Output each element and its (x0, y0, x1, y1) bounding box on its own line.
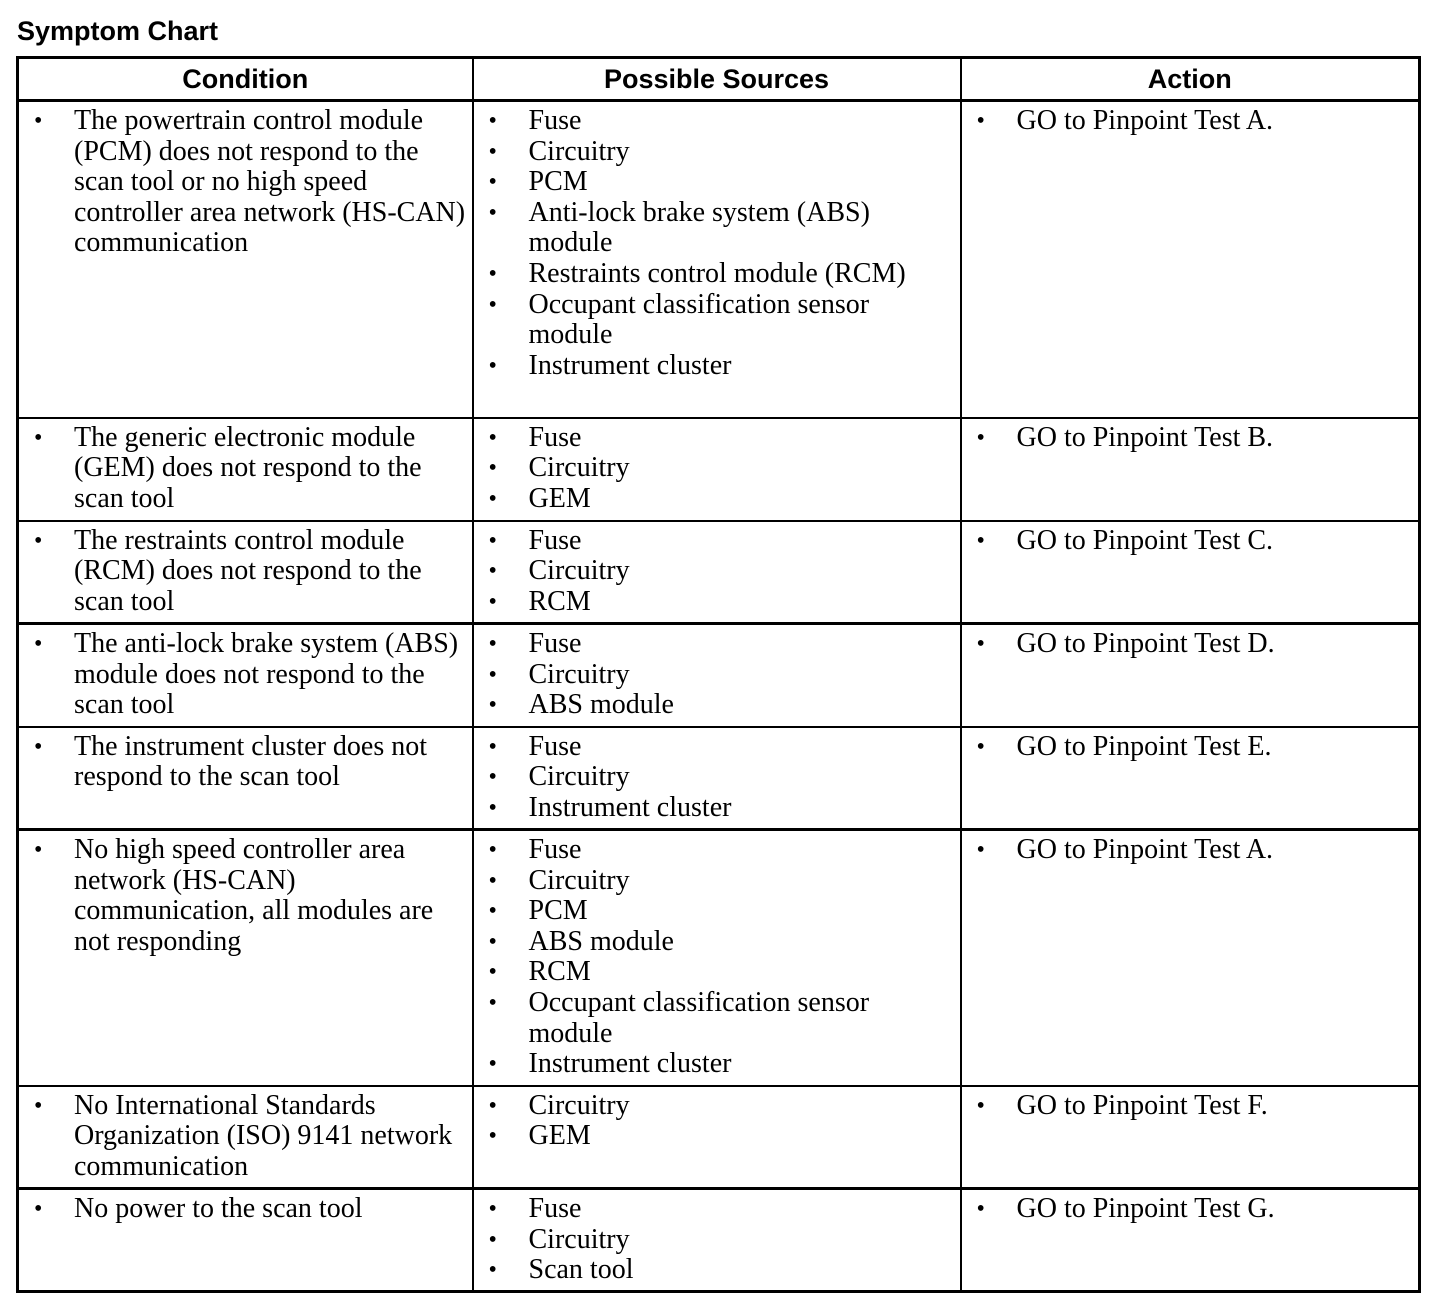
action-text: GO to Pinpoint Test G. (1016, 1193, 1275, 1224)
source-text: Instrument cluster (528, 1048, 732, 1080)
condition-text: The restraints control module (RCM) does not respond to the scan tool (74, 524, 422, 617)
source-item (474, 690, 960, 721)
condition-item (19, 732, 472, 793)
source-item (474, 484, 960, 515)
action-text: GO to Pinpoint Test C. (1016, 524, 1274, 556)
source-text: GEM (528, 1120, 591, 1152)
source-text: PCM (528, 895, 588, 927)
source-text: Circuitry (528, 658, 630, 690)
column-header-possible-sources: Possible Sources (473, 58, 961, 101)
bullet-icon: • (488, 1196, 497, 1222)
condition-item (19, 835, 472, 957)
sources-cell (473, 727, 961, 830)
condition-item (19, 106, 472, 259)
source-item (474, 556, 960, 587)
condition-cell (18, 1086, 473, 1189)
action-cell (961, 727, 1420, 830)
bullet-icon: • (34, 424, 43, 451)
table-row (18, 521, 1420, 624)
sources-cell (473, 624, 961, 727)
bullet-icon: • (488, 1257, 497, 1284)
bullet-icon: • (34, 837, 43, 863)
bullet-icon: • (34, 733, 43, 760)
condition-item (19, 629, 472, 721)
bullet-icon: • (488, 794, 497, 821)
bullet-icon: • (488, 588, 497, 615)
source-text: RCM (528, 585, 591, 617)
condition-text: The anti-lock brake system (ABS) module does not respond to the scan tool (74, 628, 459, 721)
source-item (474, 660, 960, 691)
source-item (474, 762, 960, 793)
bullet-icon: • (976, 733, 985, 760)
bullet-icon: • (488, 1092, 497, 1119)
action-text: GO to Pinpoint Test F. (1016, 1089, 1268, 1121)
bullet-icon: • (488, 989, 497, 1016)
source-text: Circuitry (528, 761, 630, 793)
source-text: Circuitry (528, 1223, 630, 1255)
sources-cell (473, 1189, 961, 1292)
action-item (962, 1091, 1419, 1122)
table-row (18, 624, 1420, 727)
source-item (474, 106, 960, 137)
bullet-icon: • (488, 424, 497, 451)
source-item (474, 587, 960, 618)
bullet-icon: • (34, 527, 43, 554)
table-row (18, 830, 1420, 1086)
source-text: Fuse (528, 730, 582, 762)
source-item (474, 259, 960, 290)
condition-cell (18, 1189, 473, 1292)
action-item (962, 732, 1419, 763)
source-text: RCM (528, 956, 591, 988)
bullet-icon: • (488, 527, 497, 554)
source-text: Occupant classification sensor module (528, 288, 870, 351)
bullet-icon: • (488, 1051, 497, 1078)
source-item (474, 957, 960, 988)
table-row (18, 727, 1420, 830)
table-row (18, 418, 1420, 521)
bullet-icon: • (488, 692, 497, 719)
bullet-icon: • (488, 959, 497, 986)
action-item (962, 835, 1419, 866)
source-item (474, 137, 960, 168)
source-item (474, 1255, 960, 1286)
condition-text: The generic electronic module (GEM) does not respond to the scan tool (74, 421, 422, 514)
bullet-icon: • (488, 291, 497, 318)
action-item (962, 629, 1419, 660)
condition-text: No high speed controller area network (HS-CAN) communication, all modules are not responding (74, 834, 434, 957)
source-text: ABS module (528, 925, 674, 957)
source-text: Fuse (528, 524, 582, 556)
source-text: Circuitry (528, 555, 630, 587)
source-text: Anti-lock brake system (ABS) module (528, 196, 870, 259)
source-text: Scan tool (528, 1254, 634, 1286)
action-text: GO to Pinpoint Test A. (1016, 105, 1274, 136)
source-text: Fuse (528, 834, 582, 865)
source-item (474, 1121, 960, 1152)
condition-cell (18, 727, 473, 830)
action-cell (961, 101, 1420, 418)
bullet-icon: • (488, 867, 497, 894)
source-text: PCM (528, 166, 588, 198)
source-item (474, 423, 960, 454)
source-text: GEM (528, 482, 591, 514)
source-item (474, 198, 960, 259)
bullet-icon: • (488, 138, 497, 165)
action-text: GO to Pinpoint Test B. (1016, 421, 1274, 453)
column-header-action: Action (961, 58, 1420, 101)
source-item (474, 732, 960, 763)
bullet-icon: • (34, 108, 43, 134)
sources-cell (473, 521, 961, 624)
source-item (474, 167, 960, 198)
bullet-icon: • (976, 108, 985, 134)
action-item (962, 106, 1419, 137)
source-item (474, 629, 960, 660)
condition-text: No power to the scan tool (74, 1193, 363, 1224)
condition-item (19, 1091, 472, 1183)
bullet-icon: • (488, 558, 497, 585)
bullet-icon: • (488, 485, 497, 512)
bullet-icon: • (488, 928, 497, 955)
source-text: Occupant classification sensor module (528, 986, 870, 1049)
source-item (474, 1194, 960, 1225)
bullet-icon: • (488, 108, 497, 134)
bullet-icon: • (976, 1196, 985, 1222)
source-text: Fuse (528, 628, 582, 659)
action-text: GO to Pinpoint Test A. (1016, 834, 1274, 865)
bullet-icon: • (34, 1092, 43, 1119)
table-body (18, 101, 1420, 1292)
bullet-icon: • (34, 1196, 43, 1222)
source-text: Instrument cluster (528, 791, 732, 823)
source-item (474, 988, 960, 1049)
action-cell (961, 624, 1420, 727)
bullet-icon: • (488, 1226, 497, 1253)
bullet-icon: • (488, 898, 497, 925)
bullet-icon: • (976, 837, 985, 863)
source-item (474, 1049, 960, 1080)
condition-cell (18, 624, 473, 727)
condition-cell (18, 830, 473, 1086)
source-text: Instrument cluster (528, 349, 732, 381)
source-item (474, 1225, 960, 1256)
bullet-icon: • (488, 733, 497, 760)
source-item (474, 453, 960, 484)
action-cell (961, 1086, 1420, 1189)
column-header-condition: Condition (18, 58, 473, 101)
sources-cell (473, 101, 961, 418)
sources-cell (473, 830, 961, 1086)
source-text: Restraints control module (RCM) (528, 257, 906, 289)
bullet-icon: • (976, 424, 985, 451)
source-item (474, 526, 960, 557)
condition-item (19, 526, 472, 618)
symptom-table (16, 56, 1421, 1293)
action-cell (961, 418, 1420, 521)
condition-text: No International Standards Organization (ISO) 9141 network communication (74, 1089, 453, 1182)
bullet-icon: • (976, 1092, 985, 1119)
bullet-icon: • (488, 631, 497, 657)
table-row (18, 1086, 1420, 1189)
bullet-icon: • (488, 764, 497, 791)
sources-cell (473, 1086, 961, 1189)
action-item (962, 526, 1419, 557)
source-item (474, 835, 960, 866)
condition-item (19, 423, 472, 515)
source-item (474, 351, 960, 382)
bullet-icon: • (976, 527, 985, 554)
condition-text: The powertrain control module (PCM) does not respond to the scan tool or no high speed controller area network (HS-CAN) communication (74, 105, 466, 259)
source-text: Circuitry (528, 864, 630, 896)
source-item (474, 793, 960, 824)
condition-cell (18, 418, 473, 521)
bullet-icon: • (488, 455, 497, 482)
condition-cell (18, 101, 473, 418)
action-cell (961, 521, 1420, 624)
table-row (18, 101, 1420, 418)
source-item (474, 896, 960, 927)
bullet-icon: • (488, 352, 497, 379)
source-text: Fuse (528, 1193, 582, 1224)
bullet-icon: • (976, 631, 985, 657)
bullet-icon: • (34, 631, 43, 657)
table-row (18, 1189, 1420, 1292)
action-cell (961, 830, 1420, 1086)
source-item (474, 290, 960, 351)
bullet-icon: • (488, 1123, 497, 1150)
condition-cell (18, 521, 473, 624)
source-text: Fuse (528, 105, 582, 136)
action-text: GO to Pinpoint Test E. (1016, 730, 1272, 762)
source-text: Circuitry (528, 135, 630, 167)
source-text: ABS module (528, 689, 674, 721)
source-text: Fuse (528, 421, 582, 453)
action-text: GO to Pinpoint Test D. (1016, 628, 1275, 659)
bullet-icon: • (488, 169, 497, 196)
source-item (474, 1091, 960, 1122)
action-cell (961, 1189, 1420, 1292)
table-header-row (18, 58, 1420, 101)
source-item (474, 927, 960, 958)
action-item (962, 1194, 1419, 1225)
page-title: Symptom Chart (17, 16, 219, 46)
condition-text: The instrument cluster does not respond to the scan tool (74, 730, 428, 793)
bullet-icon: • (488, 661, 497, 688)
bullet-icon: • (488, 260, 497, 287)
source-item (474, 866, 960, 897)
bullet-icon: • (488, 837, 497, 863)
condition-item (19, 1194, 472, 1225)
source-text: Circuitry (528, 1089, 630, 1121)
bullet-icon: • (488, 199, 497, 226)
source-text: Circuitry (528, 452, 630, 484)
action-item (962, 423, 1419, 454)
sources-cell (473, 418, 961, 521)
